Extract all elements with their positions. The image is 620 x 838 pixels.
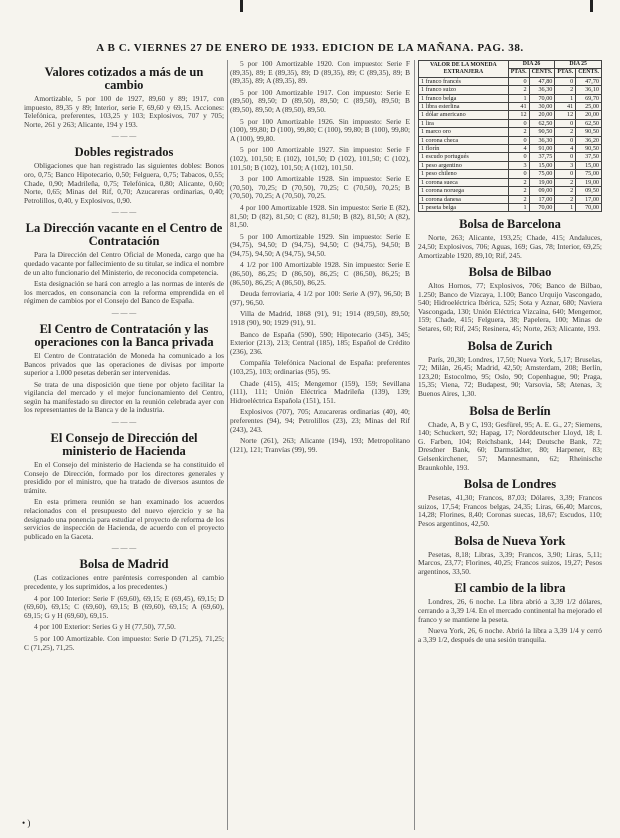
article-separator: — — —	[111, 132, 137, 141]
rate-cell: 0	[555, 153, 576, 161]
rate-cell: 17,00	[576, 195, 602, 203]
rate-cell: 75,00	[576, 170, 602, 178]
article-paragraph: 5 por 100 Amortizable. Con impuesto: Serie D (71,25), 71,25; C (71,25), 71,25.	[24, 633, 224, 652]
currency-name: 1 corona checa	[419, 136, 509, 144]
page-header: A B C. VIERNES 27 DE ENERO DE 1933. EDICION DE LA MAÑANA. PAG. 38.	[96, 42, 524, 54]
article-title: Bolsa de Zurich	[467, 338, 553, 353]
rate-cell: 69,70	[576, 94, 602, 102]
rate-cell: 0	[508, 153, 529, 161]
article-title: Bolsa de Madrid	[79, 557, 169, 572]
article-separator: — — —	[111, 308, 137, 317]
currency-name: 1 libra esterlina	[419, 103, 509, 111]
rate-cell: 20,00	[529, 111, 555, 119]
rate-cell: 37,75	[529, 153, 555, 161]
rate-cell: 4	[508, 145, 529, 153]
rate-cell: 36,30	[529, 136, 555, 144]
currency-name: 1 franco francés	[419, 77, 509, 85]
article-paragraph: Chade, A, B y C, 193; Gesfürel, 95; A. E. G., 27; Siemens, 140; Schuckert, 92; Hapag, 17; Norddeutscher Lloyd, 18; I. G. Farben, 104; Reichsbank, 144; Deutsche Bank, 72; Dresdner Bank, 60; Darmstädter, 80; Harpener, 83; Gelsenkirchener, 57; Mannesmann, 62; Rheinische Braunkohle, 193.	[418, 419, 602, 472]
column-3	[418, 60, 602, 830]
article-title: Dobles registrados	[74, 145, 174, 160]
article-paragraph: 5 por 100 Amortizable 1926. Sin impuesto: Serie E (100), 99,80; D (100), 99,80; C (100), 99,80; B (100), 99,80; A (100), 99,80.	[230, 116, 410, 143]
currency-name: 1 peseta belga	[419, 203, 509, 211]
rate-cell: 47,70	[576, 77, 602, 85]
rate-cell: 90,50	[576, 145, 602, 153]
rate-cell: 2	[555, 195, 576, 203]
article-paragraph: Explosivos (707), 705; Azucareras ordinarias (40), 40; preferentes (94), 94; Petrolillos (23), 23; Minas del Rif (243), 243.	[230, 407, 410, 434]
article-paragraph: Nueva York, 26, 6 noche. Abrió la libra a 3,39 1/4 y cerró a 3,39 1/2, después de una sesión tranquila.	[418, 626, 602, 644]
article-paragraph: Amortizable, 5 por 100 de 1927, 89,60 y 89; 1917, con impuesto, 89,35 y 89; Interior, serie F, 69,60 y 69,15. Acciones: Telefónica, preferentes, 103,25 y 103; Explosivos, 707 y 705; Norte, 261 y 263; Alicante, 194 y 193.	[24, 94, 224, 129]
rate-cell: 20,00	[576, 111, 602, 119]
article-paragraph: Villa de Madrid, 1868 (91), 91; 1914 (89,50), 89,50; 1918 (90), 90; 1929 (91), 91.	[230, 309, 410, 328]
rate-cell: 70,00	[576, 203, 602, 211]
rate-cell: 0	[555, 119, 576, 127]
table-group-header: DIA 26	[508, 61, 555, 69]
article-separator: — — —	[111, 418, 137, 427]
rate-cell: 62,50	[529, 119, 555, 127]
rate-cell: 37,50	[576, 153, 602, 161]
article-paragraph: Deuda ferroviaria, 4 1/2 por 100: Serie A (97), 96,50; B (97), 96,50.	[230, 289, 410, 307]
article-title: El Centro de Contratación y las operaciones con la Banca privada	[34, 321, 214, 349]
currency-name: 1 corona noruega	[419, 187, 509, 195]
column-1	[24, 60, 224, 830]
rate-cell: 91,00	[529, 145, 555, 153]
rate-cell: 0	[555, 170, 576, 178]
article-paragraph: Se trata de una disposición que tiene por objeto facilitar la vigilancia del mercado y el mejor funcionamiento del Centro, según ha manifestado su director en la reunión celebrada ayer con los representantes de la Banca y de la industria.	[24, 379, 224, 415]
table-row	[419, 170, 602, 178]
footer-mark: • )	[22, 818, 31, 828]
currency-name: 1 lira	[419, 119, 509, 127]
table-row	[419, 86, 602, 94]
article-paragraph: (Las cotizaciones entre paréntesis corresponden al cambio precedente, y los suprimidos, a los precedentes.)	[24, 573, 224, 591]
top-mark-right	[590, 0, 593, 12]
table-row	[419, 77, 602, 85]
rate-cell: 1	[508, 203, 529, 211]
rate-cell: 2	[508, 86, 529, 94]
rate-cell: 3	[508, 161, 529, 169]
table-group-header: DIA 25	[555, 61, 602, 69]
article-paragraph: Norte (261), 263; Alicante (194), 193; Metropolitano (121), 121; Tranvías (99), 99.	[230, 436, 410, 454]
rate-cell: 09,50	[576, 187, 602, 195]
article-title: Bolsa de Nueva York	[454, 533, 566, 548]
article-paragraph: 4 por 100 Amortizable 1928. Sin impuesto: Serie E (82), 81,50; D (82), 81,50; C (82), 81,50; B (82), 81,50; A (82), 81,50.	[230, 202, 410, 230]
article-paragraph: 5 por 100 Amortizable 1927. Sin impuesto: Serie F (102), 101,50; E (102), 101,50; D (102), 101,50; C (102), 101,50; B (102), 101,50; A (102), 101,50.	[230, 145, 410, 172]
article-separator: — — —	[111, 208, 137, 217]
rate-cell: 30,00	[529, 103, 555, 111]
currency-name: 1 franco belga	[419, 94, 509, 102]
rate-cell: 36,10	[576, 86, 602, 94]
article-paragraph: Pesetas, 41,30; Francos, 87,03; Dólares, 3,39; Francos suizos, 17,54; Francos belgas, 24,35; Liras, 66,40; Marcos, 14,28; Florines, 8,40; Coronas suecas, 18,67; Escudos, 110; Pesos argentinos, 42,50.	[418, 493, 602, 528]
rate-cell: 1	[508, 94, 529, 102]
article-paragraph: 5 por 100 Amortizable 1917. Con impuesto: Serie E (89,50), 89,50; D (89,50), 89,50; C (89,50), 89,50; B (89,50), 89,50; A (89,50), 89,50.	[230, 87, 410, 114]
article-title: La Dirección vacante en el Centro de Contratación	[25, 221, 223, 249]
table-sub-header: CENTS.	[529, 69, 555, 77]
rate-cell: 12	[508, 111, 529, 119]
rate-cell: 1	[555, 94, 576, 102]
currency-name: 1 peso chileno	[419, 170, 509, 178]
rate-cell: 62,50	[576, 119, 602, 127]
article-paragraph: 5 por 100 Amortizable 1929. Sin impuesto: Serie E (94,75), 94,50; D (94,75), 94,50; C (94,75), 94,50; B (94,75), 94,50; A (94,75), 94,50.	[230, 231, 410, 258]
rate-cell: 19,00	[576, 178, 602, 186]
article-title: Bolsa de Bilbao	[468, 265, 552, 280]
rate-cell: 15,00	[576, 161, 602, 169]
article-paragraph: Chade (415), 415; Mengemor (159), 159; Sevillana (111), 111; Unión Eléctrica Madrileña (139), 139; Hidroeléctrica Española (151), 151.	[230, 378, 410, 405]
article-title: Bolsa de Berlín	[469, 403, 551, 418]
rate-cell: 41	[555, 103, 576, 111]
table-row	[419, 161, 602, 169]
currency-name: 1 florín	[419, 145, 509, 153]
rate-cell: 12	[555, 111, 576, 119]
rate-cell: 90,50	[576, 128, 602, 136]
table-row	[419, 178, 602, 186]
article-title: Bolsa de Londres	[463, 477, 557, 492]
article-title: Bolsa de Barcelona	[459, 217, 561, 232]
table-row	[419, 119, 602, 127]
article-paragraph: Para la Dirección del Centro Oficial de Moneda, cargo que ha quedado vacante por fallecimiento de su titular, se indica el nombre de un alto funcionario del Ministerio, de reconocida competencia.	[24, 250, 224, 277]
table-row	[419, 136, 602, 144]
article-paragraph: En esta primera reunión se han examinado los acuerdos relacionados con el presupuesto del nuevo ejercicio y se ha designado una ponencia para estudiar el proyecto de reforma de los servicios de inspección de Hacienda, de acuerdo con el proyecto publicado en la Gaceta.	[24, 497, 224, 541]
rate-cell: 17,00	[529, 195, 555, 203]
rate-cell: 75,00	[529, 170, 555, 178]
article-paragraph: 3 por 100 Amortizable 1928. Sin impuesto: Serie E (70,50), 70,25; D (70,50), 70,25; C (70,50), 70,25; B (70,50), 70,25; A (70,50), 70,25.	[230, 174, 410, 201]
table-sub-header: PTAS.	[508, 69, 529, 77]
rate-cell: 2	[555, 128, 576, 136]
currency-name: 1 peso argentino	[419, 161, 509, 169]
table-row	[419, 187, 602, 195]
article-paragraph: 4 por 100 Interior: Serie F (69,60), 69,15; E (69,45), 69,15; D (69,60), 69,15; C (69,60), 69,15; B (69,60), 69,15; A (69,60), 69,15; G y H (69,60), 69,15.	[24, 593, 224, 620]
article-paragraph: Altos Hornos, 77; Explosivos, 706; Banco de Bilbao, 1.250; Banco de Vizcaya, 1.100; Banco Urquijo Vascongado, 540; Hidroeléctrica Ibérica, 525; Sota y Aznar, 680; Naviera Vascongada, 130; Unión Eléctrica Vizcaína, 640; Mengemor, 159; Chade, 415; Felguera, 38; Papelera, 100; Minas de Setares, 60; Rif, 245; Resinera, 45; Norte, 263; Alicante, 193.	[418, 281, 602, 334]
article-paragraph: Compañía Telefónica Nacional de España: preferentes (103,25), 103; ordinarias (95), 95.	[230, 358, 410, 376]
article-paragraph: París, 20,30; Londres, 17,50; Nueva York, 5,17; Bruselas, 72; Milán, 26,45; Madrid, 42,50; Amsterdam, 208; Berlín, 123,20; Estocolmo, 95; Oslo, 90; Copenhague, 90; Praga, 15,35; Viena, 72; Budapest, 90; Varsovia, 58; Atenas, 3; Buenos Aires, 1,30.	[418, 354, 602, 399]
article-title: El cambio de la libra	[454, 581, 566, 596]
article-title: Valores cotizados a más de un cambio	[44, 65, 204, 92]
article-paragraph: 5 por 100 Amortizable 1920. Con impuesto: Serie F (89,35), 89; E (89,35), 89; D (89,35), 89; C (89,35), 89; B (89,35), 89; A (89,35), 89.	[230, 60, 410, 86]
rate-cell: 15,00	[529, 161, 555, 169]
table-row	[419, 103, 602, 111]
table-row	[419, 94, 602, 102]
table-row	[419, 128, 602, 136]
article-paragraph: 4 por 100 Exterior: Series G y H (77,50), 77,50.	[34, 622, 176, 632]
rate-cell: 25,00	[576, 103, 602, 111]
article-paragraph: Pesetas, 8,18; Libras, 3,39; Francos, 3,90; Liras, 5,11; Marcos, 23,77; Florines, 40,25; Francos suizos, 19,27; Pesos argentinos, 33,50.	[418, 549, 602, 576]
table-row	[419, 111, 602, 119]
table-sub-header: CENTS.	[576, 69, 602, 77]
article-paragraph: 4 1/2 por 100 Amortizable 1928. Sin impuesto: Serie E (86,50), 86,25; D (86,50), 86,25; C (86,50), 86,25; B (86,50), 86,25; A (86,50), 86,25.	[230, 260, 410, 287]
currency-name: 1 marco oro	[419, 128, 509, 136]
rate-cell: 2	[508, 187, 529, 195]
rate-cell: 3	[555, 161, 576, 169]
rate-cell: 2	[508, 195, 529, 203]
rate-cell: 19,00	[529, 178, 555, 186]
article-paragraph: Banco de España (590), 590; Hipotecario (345), 345; Exterior (213), 213; Central (185), 185; Español de Crédito (236), 236.	[230, 329, 410, 356]
table-row	[419, 203, 602, 211]
currency-name: 1 escudo portugués	[419, 153, 509, 161]
table-group-header: VALOR DE LA MONEDA EXTRANJERA	[419, 61, 509, 78]
currency-name: 1 corona danesa	[419, 195, 509, 203]
rate-cell: 2	[508, 128, 529, 136]
rate-cell: 36,30	[529, 86, 555, 94]
currency-name: 1 dólar americano	[419, 111, 509, 119]
column-rule	[414, 60, 415, 830]
rate-cell: 47,80	[529, 77, 555, 85]
table-row	[419, 153, 602, 161]
article-paragraph: Londres, 26, 6 noche. La libra abrió a 3,39 1/2 dólares, cerrando a 3,39 1/4. En el mercado continental ha mejorado el franco y se mantiene la peseta.	[418, 597, 602, 624]
rate-cell: 09,00	[529, 187, 555, 195]
rate-cell: 2	[555, 178, 576, 186]
rate-cell: 2	[555, 187, 576, 195]
table-row	[419, 195, 602, 203]
rate-cell: 0	[508, 119, 529, 127]
rate-cell: 0	[508, 77, 529, 85]
top-mark	[240, 0, 243, 12]
column-rule	[227, 60, 228, 830]
rate-cell: 2	[555, 86, 576, 94]
rate-cell: 0	[555, 136, 576, 144]
currency-name: 1 franco suizo	[419, 86, 509, 94]
rate-cell: 90,50	[529, 128, 555, 136]
article-paragraph: Esta designación se hará con arreglo a las normas de interés de los mercados, en consonancia con la reforma emprendida en el régimen de cambios por el Consejo del Banco de España.	[24, 279, 224, 306]
rate-cell: 0	[555, 77, 576, 85]
article-paragraph: El Centro de Contratación de Moneda ha comunicado a los Bancos privados que las operaciones de divisas por importe superior a 1.000 pesetas deberán ser intervenidas.	[24, 350, 224, 378]
currency-name: 1 corona sueca	[419, 178, 509, 186]
table-row	[419, 145, 602, 153]
rate-cell: 70,00	[529, 203, 555, 211]
article-paragraph: Norte, 263; Alicante, 193,25; Chade, 415; Andaluces, 24,50; Explosivos, 706; Aguas, 169; Gas, 78; Interior, 69,25; Amortizable 1920, 89,10; Rif, 245.	[418, 233, 602, 260]
rate-cell: 70,00	[529, 94, 555, 102]
article-title: El Consejo de Dirección del ministerio de Hacienda	[50, 431, 198, 459]
rate-cell: 41	[508, 103, 529, 111]
article-separator: — — —	[111, 544, 137, 553]
exchange-rates-table	[418, 60, 602, 212]
table-sub-header: PTAS.	[555, 69, 576, 77]
rate-cell: 2	[508, 178, 529, 186]
article-paragraph: Obligaciones que han registrado las siguientes dobles: Bonos oro, 0,75; Banco Hipotecario, 0,50; Felguera, 0,75; Tabacos, 0,55; Chade, 0,90; Madrileña, 0,75; Telefónica, 0,80; Alicante, 0,60; Norte, 0,65; Minas del Rif, 0,70; Azucareras ordinarias, 0,40; Petrolillos, 0,40, y Explosivos, 0,90.	[24, 161, 224, 205]
rate-cell: 0	[508, 170, 529, 178]
rate-cell: 0	[508, 136, 529, 144]
rate-cell: 36,20	[576, 136, 602, 144]
rate-cell: 4	[555, 145, 576, 153]
rate-cell: 1	[555, 203, 576, 211]
column-2	[230, 60, 410, 830]
article-paragraph: En el Consejo del ministerio de Hacienda se ha constituido el Consejo de Dirección, formado por los directores generales y presidido por el ministro, que ha tratado de diversos asuntos de trámite.	[24, 460, 224, 495]
